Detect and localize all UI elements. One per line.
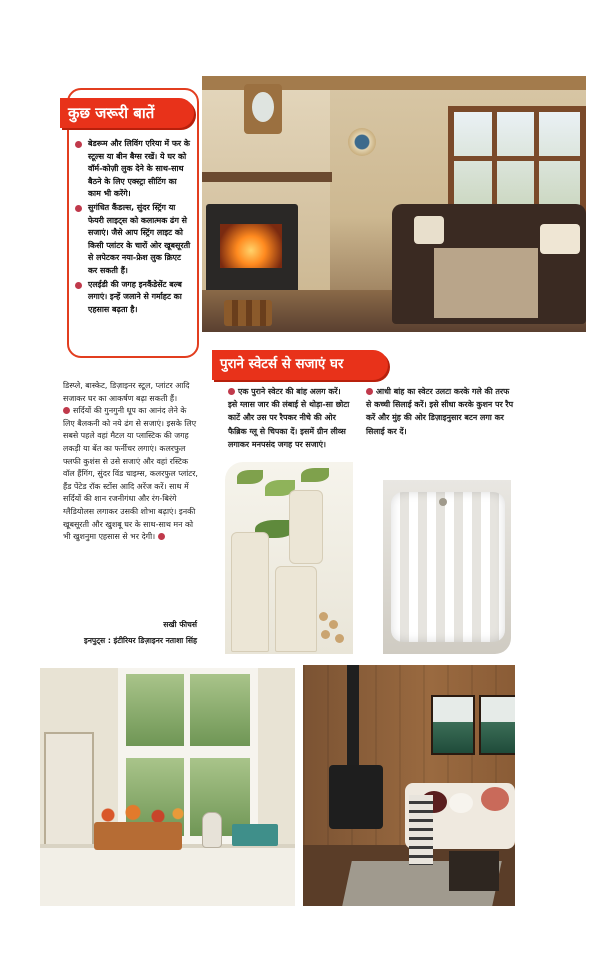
sweater-jar-instructions (228, 385, 350, 451)
article-body (63, 380, 198, 544)
sweater-cushion-instructions (366, 385, 516, 438)
credit-line: इनपुट्स : इंटीरियर डिज़ाइनर नताशा सिंह (83, 636, 197, 645)
tip-text: एलईडी की जगह इनकैंडेसेंट बल्ब लगाएं। इन्हें जलाने से गर्माहट का एहसास बढ़ता है। (88, 279, 182, 314)
bullet-icon (75, 205, 82, 212)
cabin-room-photo (303, 665, 515, 906)
body-paragraph-2 (63, 405, 198, 544)
section-title: पुराने स्वेटर्स से सजाएं घर (212, 350, 388, 380)
bullet-icon (366, 388, 373, 395)
tip-text: बेडरूम और लिविंग एरिया में फर के स्टूल्स या बीन बैग्स रखें। ये घर को वॉर्म-कोज़ी लुक देने के साथ-साथ बैठने के लिए एक्स्ट्रा सीटिंग का काम भी करेंगे। (88, 139, 190, 199)
body-paragraph-text: सर्दियों की गुनगुनी धूप का आनंद लेने के लिए बैलकनी को नये ढंग से सजाएं। इसके लिए सबसे पहले वहां मैटल या प्लास्टिक की जगह लकड़ी या बेंत का फर्नीचर लगाएं। कलरफुल फ्लफी कुशंस से उसे सजाएं और वहां रस्टिक वॉल हैंगिंग, सुंदर विंड चाइम्स, कलरफुल प्लांटर, हैंड पेंटेड रॉक स्टोंस आदि अरेंज करें। साथ में सर्दियों की शान रजनीगंधा और रंग-बिरंगे ग्लैडियोलस लगाकर उसकी शोभा बढ़ाएं। इनकी खूबसूरती और खुशबू घर के साथ-साथ मन को भी खुशनुमा एहसास से भर देगी। (63, 406, 198, 542)
instruction-text: आधी बांह का स्वेटर उलटा करके गले की तरफ से कच्ची सिलाई करें। इसे सीधा करके कुशन पर रैप करें और मुंह की ओर डिज़ाइनुसार बटन लगा कर सिलाई कर दें। (366, 387, 514, 436)
tip-item (80, 279, 192, 317)
byline: सखी फीचर्स (163, 620, 197, 629)
body-paragraph: डिस्प्ले, बास्केट, डिज़ाइनर स्टूल, प्लांटर आदि सजाकर घर का आकर्षण बढ़ा सकती हैं। (63, 381, 190, 403)
knit-cushion-photo (383, 480, 511, 654)
tip-text: सुगंधित कैंडल्स, सुंदर स्ट्रिंग या फेयरी लाइट्स को कलात्मक ढंग से सजाएं। जैसे आप स्ट्रिंग लाइट को किसी प्लांटर के चारों ओर खूबसूरती से लपेटकर नया-फ्रेश लुक क्रिएट कर सकती हैं। (88, 202, 191, 275)
bullet-icon (75, 282, 82, 289)
tip-item (80, 202, 192, 278)
living-room-photo (202, 76, 586, 332)
end-mark-icon (158, 533, 165, 540)
bullet-icon (63, 407, 70, 414)
sweater-jars-photo (225, 462, 353, 654)
window-sill-photo (40, 668, 295, 906)
bullet-icon (75, 141, 82, 148)
tips-title: कुछ जरूरी बातें (60, 98, 194, 128)
tips-list (80, 138, 192, 317)
bullet-icon (228, 388, 235, 395)
tip-item (80, 138, 192, 201)
instruction-text: एक पुराने स्वेटर की बांह अलग करें। इसे ग्लास जार की लंबाई से थोड़ा-सा छोटा काटें और उस पर रैपकर नीचे की ओर फैब्रिक ग्लू से चिपका दें। इसमें ग्रीन लीव्स लगाकर मनपसंद जगह पर सजाएं। (228, 387, 350, 449)
